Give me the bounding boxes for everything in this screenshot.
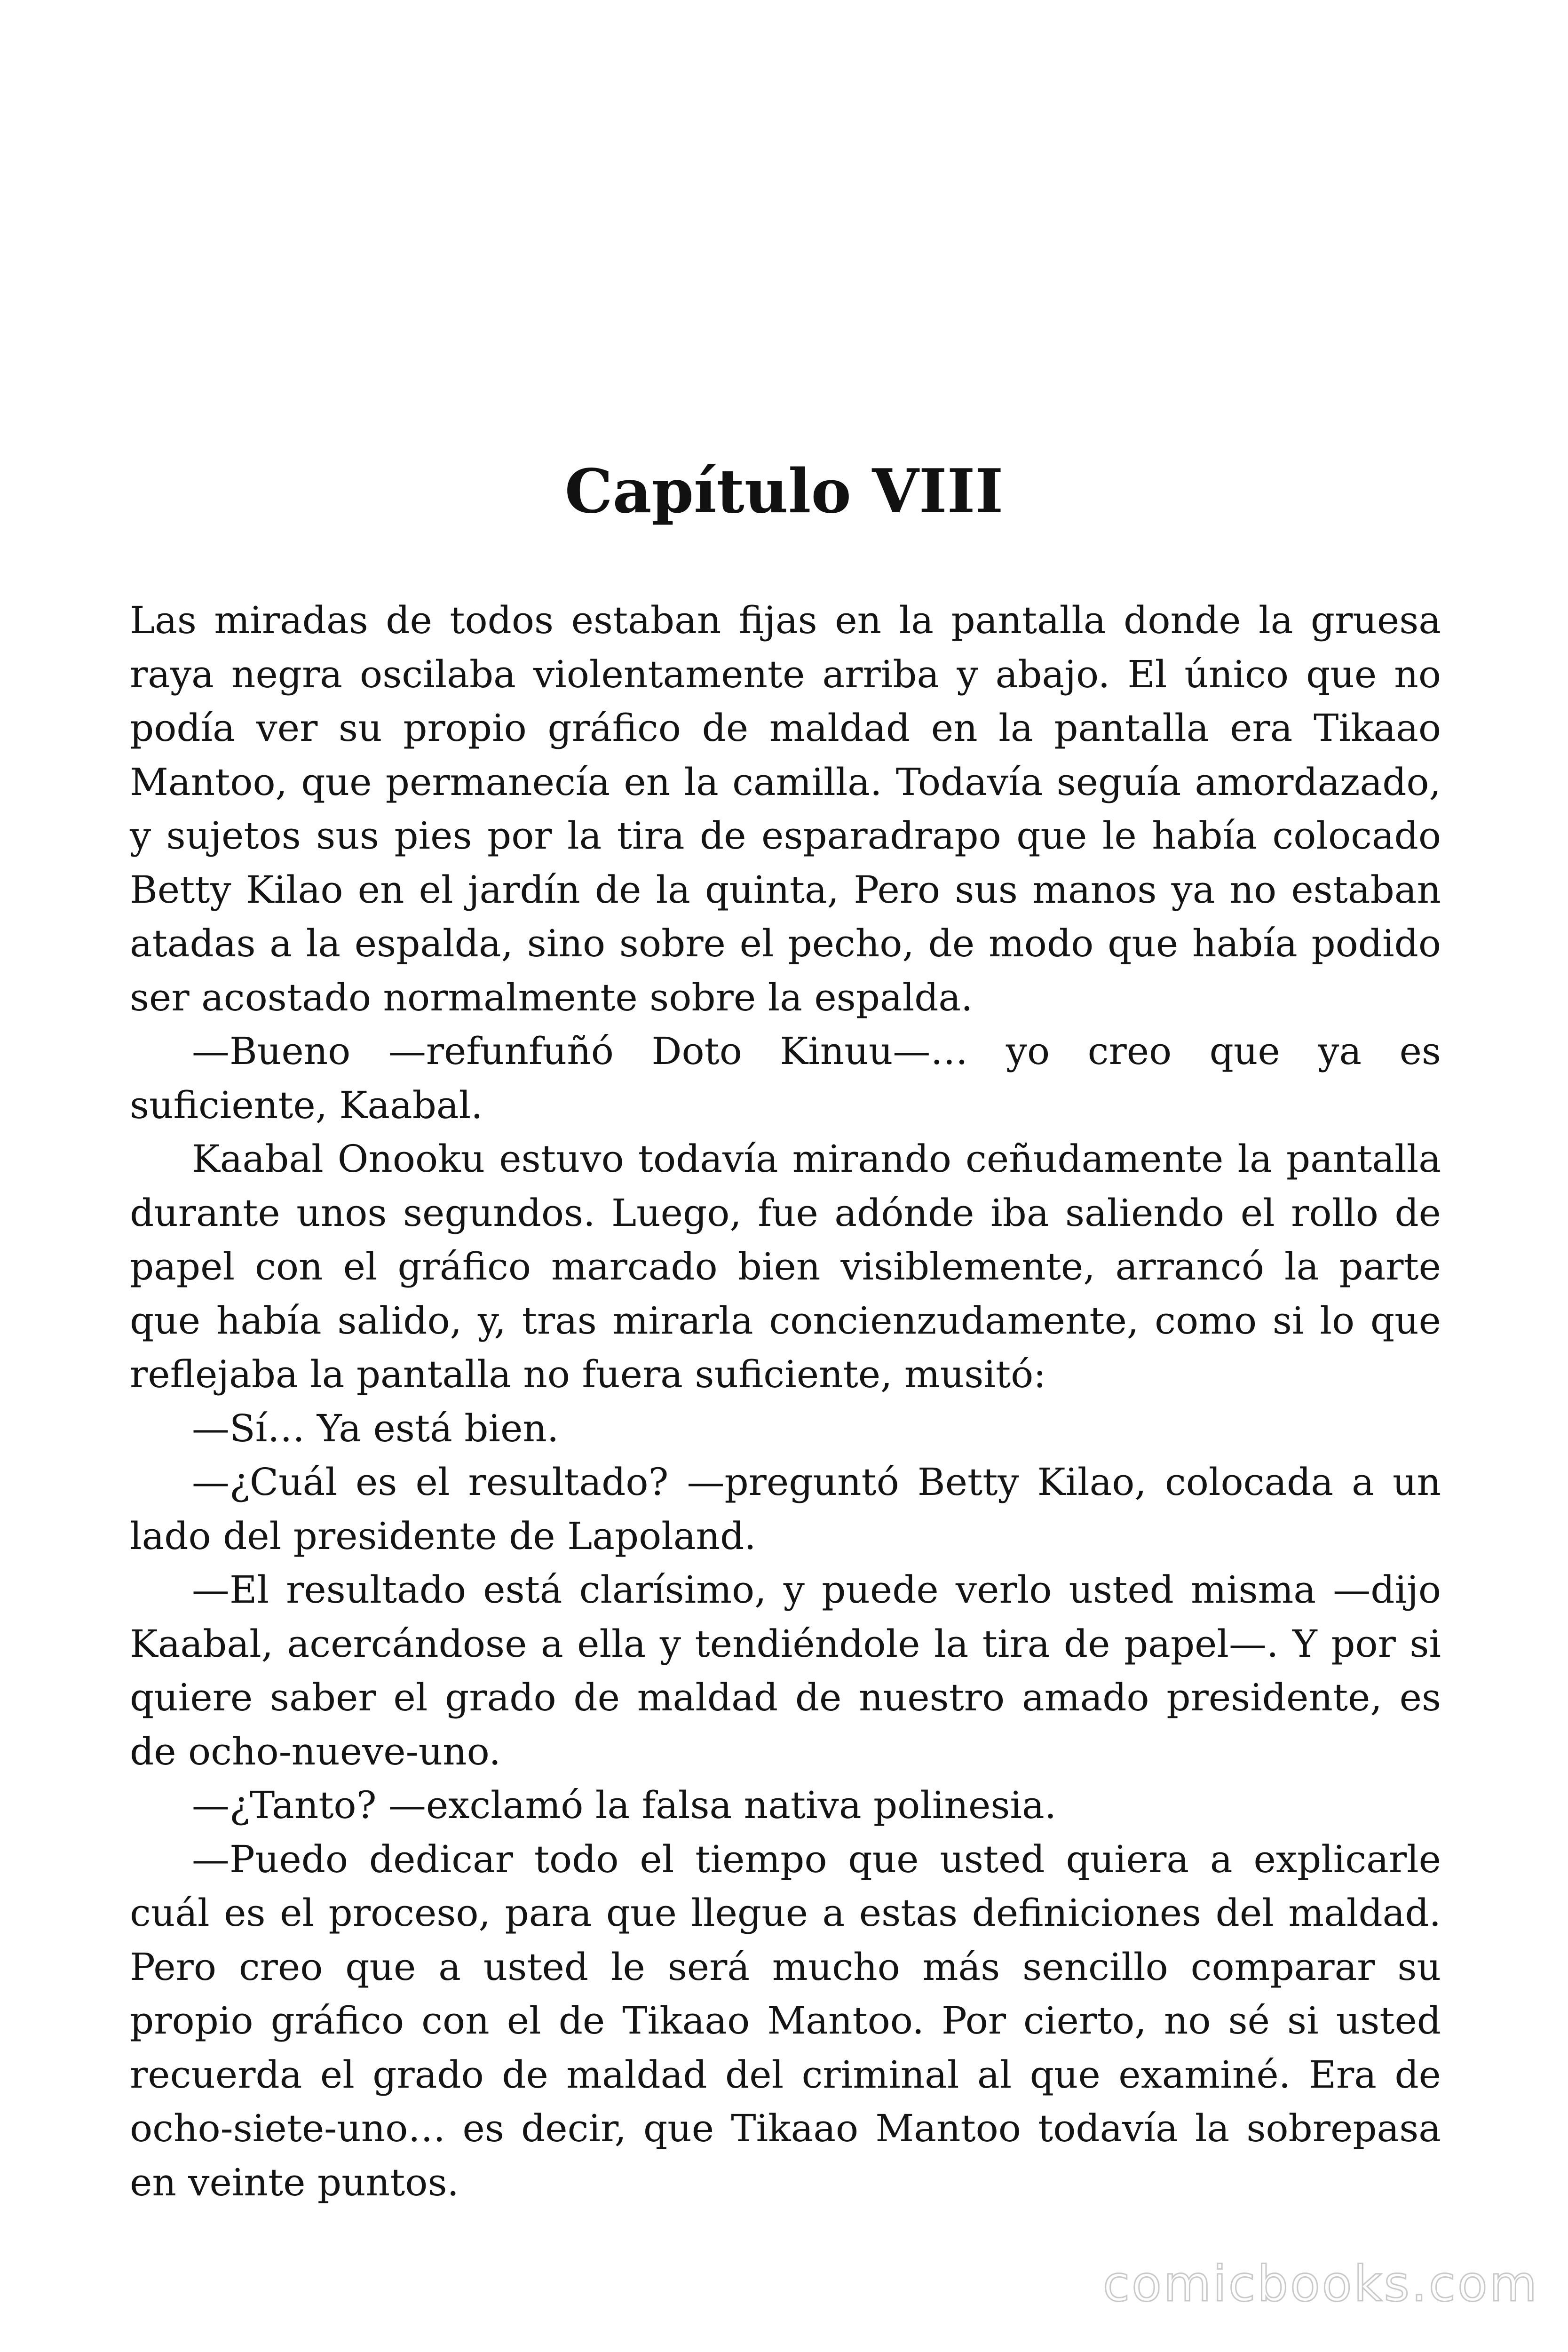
paragraph: —Puedo dedicar todo el tiempo que usted quiera a explicarle cuál es el proceso, para que llegue a estas definiciones del maldad. Pero creo que a usted le será mucho más sencillo comparar su propio gráfico con el de Tikaao Mantoo. Por cierto, no sé si usted recuerda el grado de maldad del criminal al que examiné. Era de ocho-siete-uno… es decir, que Tikaao Mantoo todavía la sobrepasa en veinte puntos. xyxy=(130,1837,1441,2204)
chapter-title: Capítulo VIII xyxy=(564,456,1004,527)
chapter-body xyxy=(130,594,1441,2209)
paragraph: —Sí… Ya está bien. xyxy=(192,1406,559,1450)
paragraph: —¿Tanto? —exclamó la falsa nativa polinesia. xyxy=(192,1783,1057,1827)
watermark: comicbooks.com xyxy=(1102,2255,1539,2312)
paragraph: —El resultado está clarísimo, y puede verlo usted misma —dijo Kaabal, acercándose a ella y tendiéndole la tira de papel—. Y por si quiere saber el grado de maldad de nuestro amado presidente, es de ocho-nueve-uno. xyxy=(130,1568,1441,1773)
paragraph: Kaabal Onooku estuvo todavía mirando ceñudamente la pantalla durante unos segundos. Luego, fue adónde iba saliendo el rollo de papel con el gráfico marcado bien visiblemente, arrancó la parte que había salido, y, tras mirarla concienzudamente, como si lo que reflejaba la pantalla no fuera suficiente, musitó: xyxy=(130,1137,1441,1396)
paragraph: —Bueno —refunfuñó Doto Kinuu—… yo creo que ya es suficiente, Kaabal. xyxy=(130,1029,1441,1127)
paragraph: —¿Cuál es el resultado? —preguntó Betty Kilao, colocada a un lado del presidente de Lapoland. xyxy=(130,1460,1441,1558)
paragraph: Las miradas de todos estaban fijas en la pantalla donde la gruesa raya negra oscilaba violentamente arriba y abajo. El único que no podía ver su propio gráfico de maldad en la pantalla era Tikaao Mantoo, que permanecía en la camilla. Todavía seguía amordazado, y sujetos sus pies por la tira de esparadrapo que le había colocado Betty Kilao en el jardín de la quinta, Pero sus manos ya no estaban atadas a la espalda, sino sobre el pecho, de modo que había podido ser acostado normalmente sobre la espalda. xyxy=(130,598,1441,1019)
